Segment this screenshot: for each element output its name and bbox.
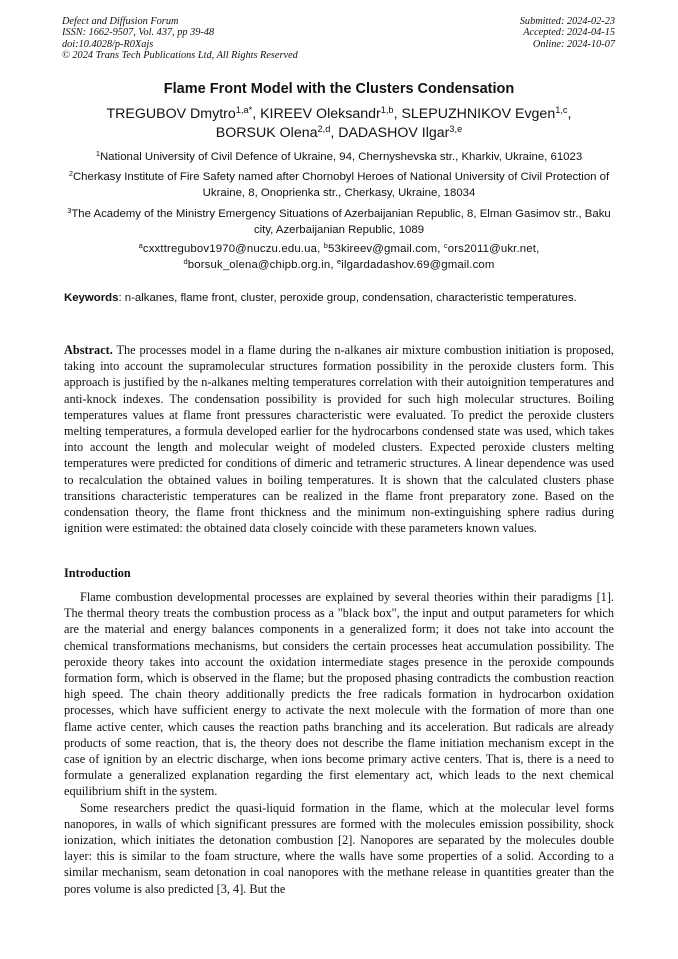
- email-address: ilgardadashov.69@gmail.com: [341, 258, 495, 271]
- section-heading: Introduction: [64, 566, 131, 580]
- author-name: DADASHOV Ilgar: [338, 125, 450, 141]
- email-separator: ,: [437, 243, 444, 255]
- email-entry: [443, 240, 540, 255]
- journal-issn: ISSN: 1662-9507, Vol. 437, pp 39-48: [62, 27, 215, 39]
- affiliation-text: The Academy of the Ministry Emergency Situations of Azerbaijanian Republic, 8, Elman Gasimov str., Baku city, Azerbaijanian Republic, 1089: [71, 208, 611, 236]
- online-date: Online: 2024-10-07: [532, 38, 615, 50]
- email-address: ors2011@ukr.net: [447, 243, 537, 255]
- email-entry: [138, 240, 324, 255]
- email-separator: ,: [330, 258, 337, 271]
- author-superscript: 1,a*: [235, 104, 253, 115]
- abstract-text: The processes model in a flame during the n-alkanes air mixture combustion initiation is proposed, taking into account the supramolecular structures formation possibility in the peroxide clusters form. This approach is justified by the n-alkanes melting temperatures correlation with their autoignition temperatures and anti-knock indexes. The condensation possibility is provided for such high molecular structures. Boiling temperatures values at flame front pressures characteristic were evaluated. To predict the peroxide clusters melting temperatures, a formula developed earlier for the hydrocarbons condensed state was used, which takes into account the length and molecular weight of modeled clusters. Expected peroxide clusters melting temperatures were predicted for conditions of dimeric and tetrameric structures. A linear dependence was used to recalculation the obtained values in boiling temperatures. It is shown that the calculated clusters phase transitions characteristic temperatures can be realized in the flame front preparatory zone. Based on the condensation theory, the flame front thickness and the minimum non-extinguishing sphere radius during ignition were estimated: the obtained data closely coincide with these parameters known values.: [64, 343, 614, 536]
- author-superscript: 1,c: [555, 104, 568, 115]
- email-key: e: [336, 256, 342, 266]
- email-address: borsuk_olena@chipb.org.in: [187, 258, 331, 271]
- abstract-label: Abstract.: [64, 343, 113, 357]
- email-entry: [336, 256, 495, 271]
- submitted-date: Submitted: 2024-02-23: [519, 16, 615, 27]
- publication-dates: [520, 16, 615, 50]
- author-name: KIREEV Oleksandr: [260, 106, 381, 122]
- affiliation-number: 1: [95, 148, 100, 158]
- affiliation-text: National University of Civil Defence of Ukraine, 94, Chernyshevska str., Kharkiv, Ukraine, 61023: [99, 151, 583, 163]
- keywords: [64, 291, 614, 306]
- author: [338, 125, 462, 141]
- affiliation: [62, 170, 616, 201]
- paper-title: Flame Front Model with the Clusters Condensation: [163, 81, 515, 97]
- email-separator: ,: [536, 243, 540, 255]
- author: [260, 106, 401, 122]
- email-key: c: [443, 240, 448, 250]
- accepted-date: Accepted: 2024-04-15: [523, 27, 615, 39]
- author-list: [60, 105, 618, 143]
- author-name: SLEPUZHNIKOV Evgen: [401, 106, 556, 122]
- author: [216, 125, 338, 141]
- author: [401, 106, 571, 122]
- author: [107, 106, 261, 122]
- journal-name: Defect and Diffusion Forum: [62, 16, 179, 27]
- author-superscript: 2,d: [317, 123, 331, 134]
- paragraph: Some researchers predict the quasi-liquid formation in the flame, which at the molecular level forms nanopores, in walls of which significant pressures are formed with the molecules emission possibility, shock ionization, which initiates the detonation combustion [2]. Nanopores are separated by the molecules double layer: this is similar to the foam structure, where the walls have some properties of a solid. According to a similar mechanism, seam detonation in coal nanopores with the methane release in quantities greater than the pores volume is also predicted [3, 4]. But the: [64, 800, 614, 896]
- journal-info: [62, 16, 298, 61]
- author-superscript: 1,b: [380, 104, 394, 115]
- email-key: d: [183, 256, 188, 266]
- affiliation: [62, 207, 616, 238]
- email-separator: ,: [317, 243, 324, 255]
- journal-doi: doi:10.4028/p-R0Xajs: [62, 38, 154, 50]
- abstract: [64, 342, 614, 536]
- author-name: BORSUK Olena: [215, 125, 318, 141]
- email-key: b: [323, 240, 329, 250]
- introduction-body: [64, 589, 614, 897]
- author-name: TREGUBOV Dmytro: [106, 106, 236, 122]
- email-list: [62, 242, 616, 273]
- author-separator: ,: [567, 106, 572, 122]
- journal-copyright: © 2024 Trans Tech Publications Ltd, All Rights Reserved: [62, 49, 298, 61]
- affiliation-text: Cherkasy Institute of Fire Safety named after Chornobyl Heroes of National University of Civil Protection of Ukraine, 8, Onoprienka str., Cherkasy, Ukraine, 18034: [72, 171, 610, 199]
- email-entry: [183, 256, 337, 271]
- keywords-label: Keywords: [64, 292, 119, 304]
- email-address: 53kireev@gmail.com: [328, 243, 438, 255]
- author-superscript: 3,e: [449, 123, 463, 134]
- affiliation-number: 2: [68, 168, 73, 178]
- author-separator: ,: [252, 106, 261, 122]
- email-address: cxxttregubov1970@nuczu.edu.ua: [142, 243, 318, 255]
- email-key: a: [138, 240, 143, 250]
- affiliation: [62, 150, 616, 166]
- author-separator: ,: [393, 106, 402, 122]
- paragraph: Flame combustion developmental processes are explained by several theories within their paradigms [1]. The thermal theory treats the combustion process as a "black box", the input and output parameters for which are the material and energy balances components in a generalized form; it does not take into account the chemical transformations mechanisms, but considers the certain processes heat accumulation possibility. The peroxide theory takes into account the oxidation intermediate stages presence in the peroxide compounds formation form, which is observed in the flame; but the proposed phasing contradicts the combustion reaction high speed. The chain theory additionally predicts the free radicals formation in hydrocarbon oxidation processes, which have sufficient energy to activate the next molecule with the formation of more than one flame active center, which causes the reaction paths branching and its acceleration. But radicals are already products of some reaction, that is, the theory does not describe the flame initiation mechanism except in the case of ignition by an electric discharge, when ions become primary active centers. That is, there is a need to formulate a generalized explanation regarding the first elementary act, which leads to the next chemical equilibrium shift in the system.: [64, 590, 614, 799]
- keywords-text: : n-alkanes, flame front, cluster, peroxide group, condensation, characteristic temperatures.: [118, 292, 577, 304]
- email-entry: [323, 240, 444, 255]
- author-separator: ,: [330, 125, 339, 141]
- affiliation-number: 3: [67, 205, 72, 215]
